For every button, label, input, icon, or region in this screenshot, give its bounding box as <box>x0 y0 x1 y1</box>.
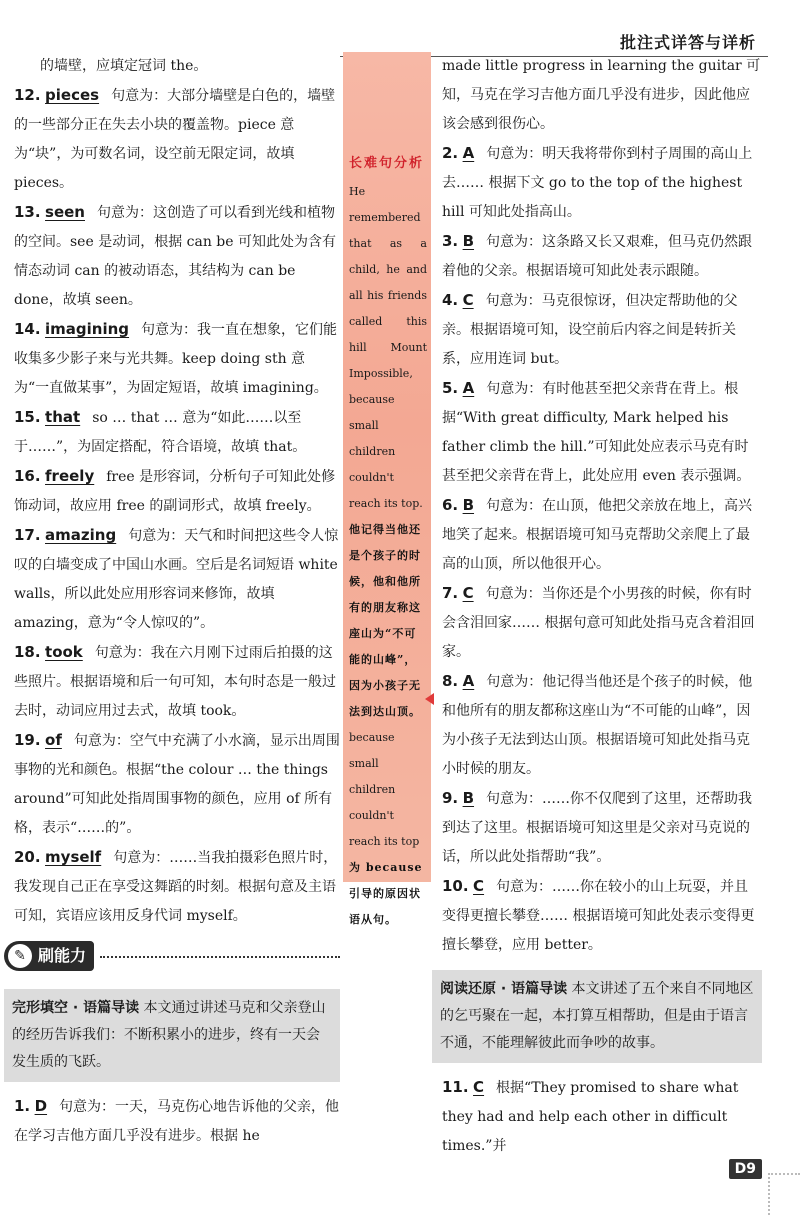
entry-number: 12. <box>14 86 41 104</box>
entry-answer: B <box>462 496 475 514</box>
entry-number: 1. <box>14 1097 31 1115</box>
entry-answer: of <box>45 731 62 749</box>
answer-entry-12 <box>14 81 340 198</box>
entry-answer: C <box>473 877 485 895</box>
answer-entry-3 <box>442 227 762 286</box>
entry-number: 19. <box>14 731 41 749</box>
entry-number: 6. <box>442 496 459 514</box>
right-top-line: made little progress in learning the guitar 可知，马克在学习吉他方面几乎没有进步，因此他应该会感到很伤心。 <box>442 58 761 132</box>
answer-entry-10 <box>442 872 762 960</box>
sidebar-heading: 长难句分析 <box>349 156 425 171</box>
sidebar-chinese-translation: 他记得当他还是个孩子的时候，他和他所有的朋友称这座山为“不可能的山峰”，因为小孩子无法到达山顶。 <box>349 523 421 718</box>
entry-answer: C <box>473 1078 485 1096</box>
answer-entry-8 <box>442 667 762 784</box>
entry-text: 句意为：他记得当他还是个孩子的时候，他和他所有的朋友都称这座山为“不可能的山峰”，因为小孩子无法到达山顶。根据语境可知此处指马克小时候的朋友。 <box>442 674 753 777</box>
entry-number: 13. <box>14 203 41 221</box>
answer-entry-16 <box>14 462 340 521</box>
entry-number: 3. <box>442 232 459 250</box>
answer-entry-2 <box>442 139 762 227</box>
entry-answer: B <box>462 789 475 807</box>
entry-number: 2. <box>442 144 459 162</box>
answer-entry-6 <box>442 491 762 579</box>
answer-entry-13 <box>14 198 340 315</box>
entry-answer: that <box>45 408 81 426</box>
answer-entry-5 <box>442 374 762 491</box>
reading-guide-box <box>432 970 762 1063</box>
entry-text: 句意为：明天我将带你到村子周围的高山上去…… 根据下文 go to the top of the highest hill 可知此处指高山。 <box>442 146 753 220</box>
entry-number: 20. <box>14 848 41 866</box>
left-top-line: 的墙壁，应填定冠词 the。 <box>40 58 208 74</box>
guide-label: 阅读还原 · 语篇导读 <box>440 981 568 997</box>
page-number-badge: D9 <box>729 1159 762 1179</box>
sidebar-english-sentence: He remembered that as a child, he and all his friends called this hill Mount Impossible, because small children couldn't reach its top. <box>349 185 427 510</box>
entry-text: 根据“They promised to share what they had and help each other in difficult times.”并 <box>442 1080 739 1154</box>
entry-number: 17. <box>14 526 41 544</box>
guide-text: 本文通过讲述马克和父亲登山的经历告诉我们：不断积累小的进步，终有一天会发生质的飞跃。 <box>12 1000 326 1070</box>
entry-text: 句意为：一天，马克伤心地告诉他的父亲，他在学习吉他方面几乎没有进步。根据 he <box>14 1099 340 1144</box>
entry-answer: myself <box>45 848 102 866</box>
entry-text: 句意为：空气中充满了小水滴，显示出周围事物的光和颜色。根据“the colour … the things around”可知此处指周围事物的颜色，应用 of 所有格，表示“……的”。 <box>14 733 340 836</box>
entry-text: 句意为：大部分墙壁是白色的，墙壁的一些部分正在失去小块的覆盖物。piece 意为“块”，为可数名词，设空前无限定词，故填 pieces。 <box>14 88 336 191</box>
section-label: 刷能力 <box>38 946 87 965</box>
entry-text: so … that … 意为“如此……以至于……”，为固定搭配，符合语境，故填 that。 <box>14 410 307 455</box>
entry-text: free 是形容词，分析句子可知此处修饰动词，故应用 free 的副词形式，故填 freely。 <box>14 469 336 514</box>
entry-answer: freely <box>45 467 95 485</box>
section-dotted-rule <box>100 956 340 958</box>
entry-text: 句意为：当你还是个小男孩的时候，你有时会含泪回家…… 根据句意可知此处指马克含着泪回家。 <box>442 586 755 660</box>
cloze-guide-box <box>4 989 340 1082</box>
entry-number: 11. <box>442 1078 469 1096</box>
answer-entry-18 <box>14 638 340 726</box>
entry-answer: took <box>45 643 83 661</box>
entry-text: 句意为：天气和时间把这些令人惊叹的白墙变成了中国山水画。空后是名词短语 white walls，所以此处应用形容词来修饰，故填 amazing，意为“令人惊叹的”。 <box>14 528 339 631</box>
entry-number: 15. <box>14 408 41 426</box>
answer-entry-14 <box>14 315 340 403</box>
entry-number: 8. <box>442 672 459 690</box>
sidebar-pointer-arrow <box>425 693 434 705</box>
entry-answer: D <box>34 1097 48 1115</box>
sentence-analysis-sidebar <box>343 52 431 926</box>
answer-entry-11 <box>442 1073 762 1161</box>
answer-entry-20 <box>14 843 340 931</box>
answer-entry-19 <box>14 726 340 843</box>
entry-text: 句意为：我在六月刚下过雨后拍摄的这些照片。根据语境和后一句可知，本句时态是一般过去时，动词应用过去式，故填 took。 <box>14 645 336 719</box>
left-column <box>14 52 340 1151</box>
right-column <box>442 52 762 1161</box>
entry-text: 句意为：马克很惊讶，但决定帮助他的父亲。根据语境可知，设空前后内容之间是转折关系，应用连词 but。 <box>442 293 738 367</box>
entry-answer: A <box>462 672 475 690</box>
entry-text: 句意为：……当我拍摄彩色照片时，我发现自己正在享受这舞蹈的时刻。根据句意及主语可知，宾语应该用反身代词 myself。 <box>14 850 338 924</box>
answer-entry-1 <box>14 1092 340 1151</box>
entry-answer: A <box>462 144 475 162</box>
page-corner-mark <box>768 1173 800 1215</box>
guide-label: 完形填空 · 语篇导读 <box>12 1000 140 1016</box>
guide-text: 本文讲述了五个来自不同地区的乞丐聚在一起，本打算互相帮助，但是由于语言不通，不能理解彼此而争吵的故事。 <box>440 981 754 1051</box>
entry-answer: pieces <box>45 86 100 104</box>
entry-number: 5. <box>442 379 459 397</box>
entry-text: 句意为：这条路又长又艰难，但马克仍然跟着他的父亲。根据语境可知此处表示跟随。 <box>442 234 753 279</box>
answer-entry-17 <box>14 521 340 638</box>
sidebar-english-clause: because small children couldn't reach its top <box>349 731 420 848</box>
entry-text: 句意为：在山顶，他把父亲放在地上，高兴地笑了起来。根据语境可知马克帮助父亲爬上了最高的山顶，所以他很开心。 <box>442 498 753 572</box>
section-heading-band <box>4 941 340 975</box>
entry-answer: imagining <box>45 320 130 338</box>
entry-text: 句意为：有时他甚至把父亲背在背上。根据“With great difficulty, Mark helped his father climb the hill.”可知此处应表示马克有时甚至把父亲背在背上，此处应用 even 表示强调。 <box>442 381 751 484</box>
answer-entry-15 <box>14 403 340 462</box>
answer-entry-9 <box>442 784 762 872</box>
entry-text: 句意为：这创造了可以看到光线和植物的空间。see 是动词，根据 can be 可知此处为含有情态动词 can 的被动语态，其结构为 can be done，故填 seen。 <box>14 205 337 308</box>
entry-answer: amazing <box>45 526 117 544</box>
answer-entry-4 <box>442 286 762 374</box>
entry-number: 7. <box>442 584 459 602</box>
entry-number: 18. <box>14 643 41 661</box>
brush-icon: ✎ <box>8 944 32 968</box>
entry-number: 9. <box>442 789 459 807</box>
entry-text: 句意为：……你不仅爬到了这里，还帮助我到达了这里。根据语境可知这里是父亲对马克说的话，所以此处指帮助“我”。 <box>442 791 753 865</box>
entry-number: 14. <box>14 320 41 338</box>
entry-answer: seen <box>45 203 85 221</box>
sidebar-clause-note: 为 because 引导的原因状语从句。 <box>349 861 423 926</box>
entry-answer: B <box>462 232 475 250</box>
entry-answer: C <box>462 584 474 602</box>
entry-number: 10. <box>442 877 469 895</box>
section-tag <box>4 941 94 971</box>
entry-text: 句意为：……你在较小的山上玩耍，并且变得更擅长攀登…… 根据语境可知此处表示变得更擅长攀登，应用 better。 <box>442 879 755 953</box>
entry-number: 16. <box>14 467 41 485</box>
entry-answer: A <box>462 379 475 397</box>
answer-entry-7 <box>442 579 762 667</box>
entry-text: 句意为：我一直在想象，它们能收集多少影子来与光共舞。keep doing sth 意为“一直做某事”，为固定短语，故填 imagining。 <box>14 322 338 396</box>
entry-number: 4. <box>442 291 459 309</box>
page-header-title: 批注式详答与详析 <box>619 33 756 52</box>
entry-answer: C <box>462 291 474 309</box>
